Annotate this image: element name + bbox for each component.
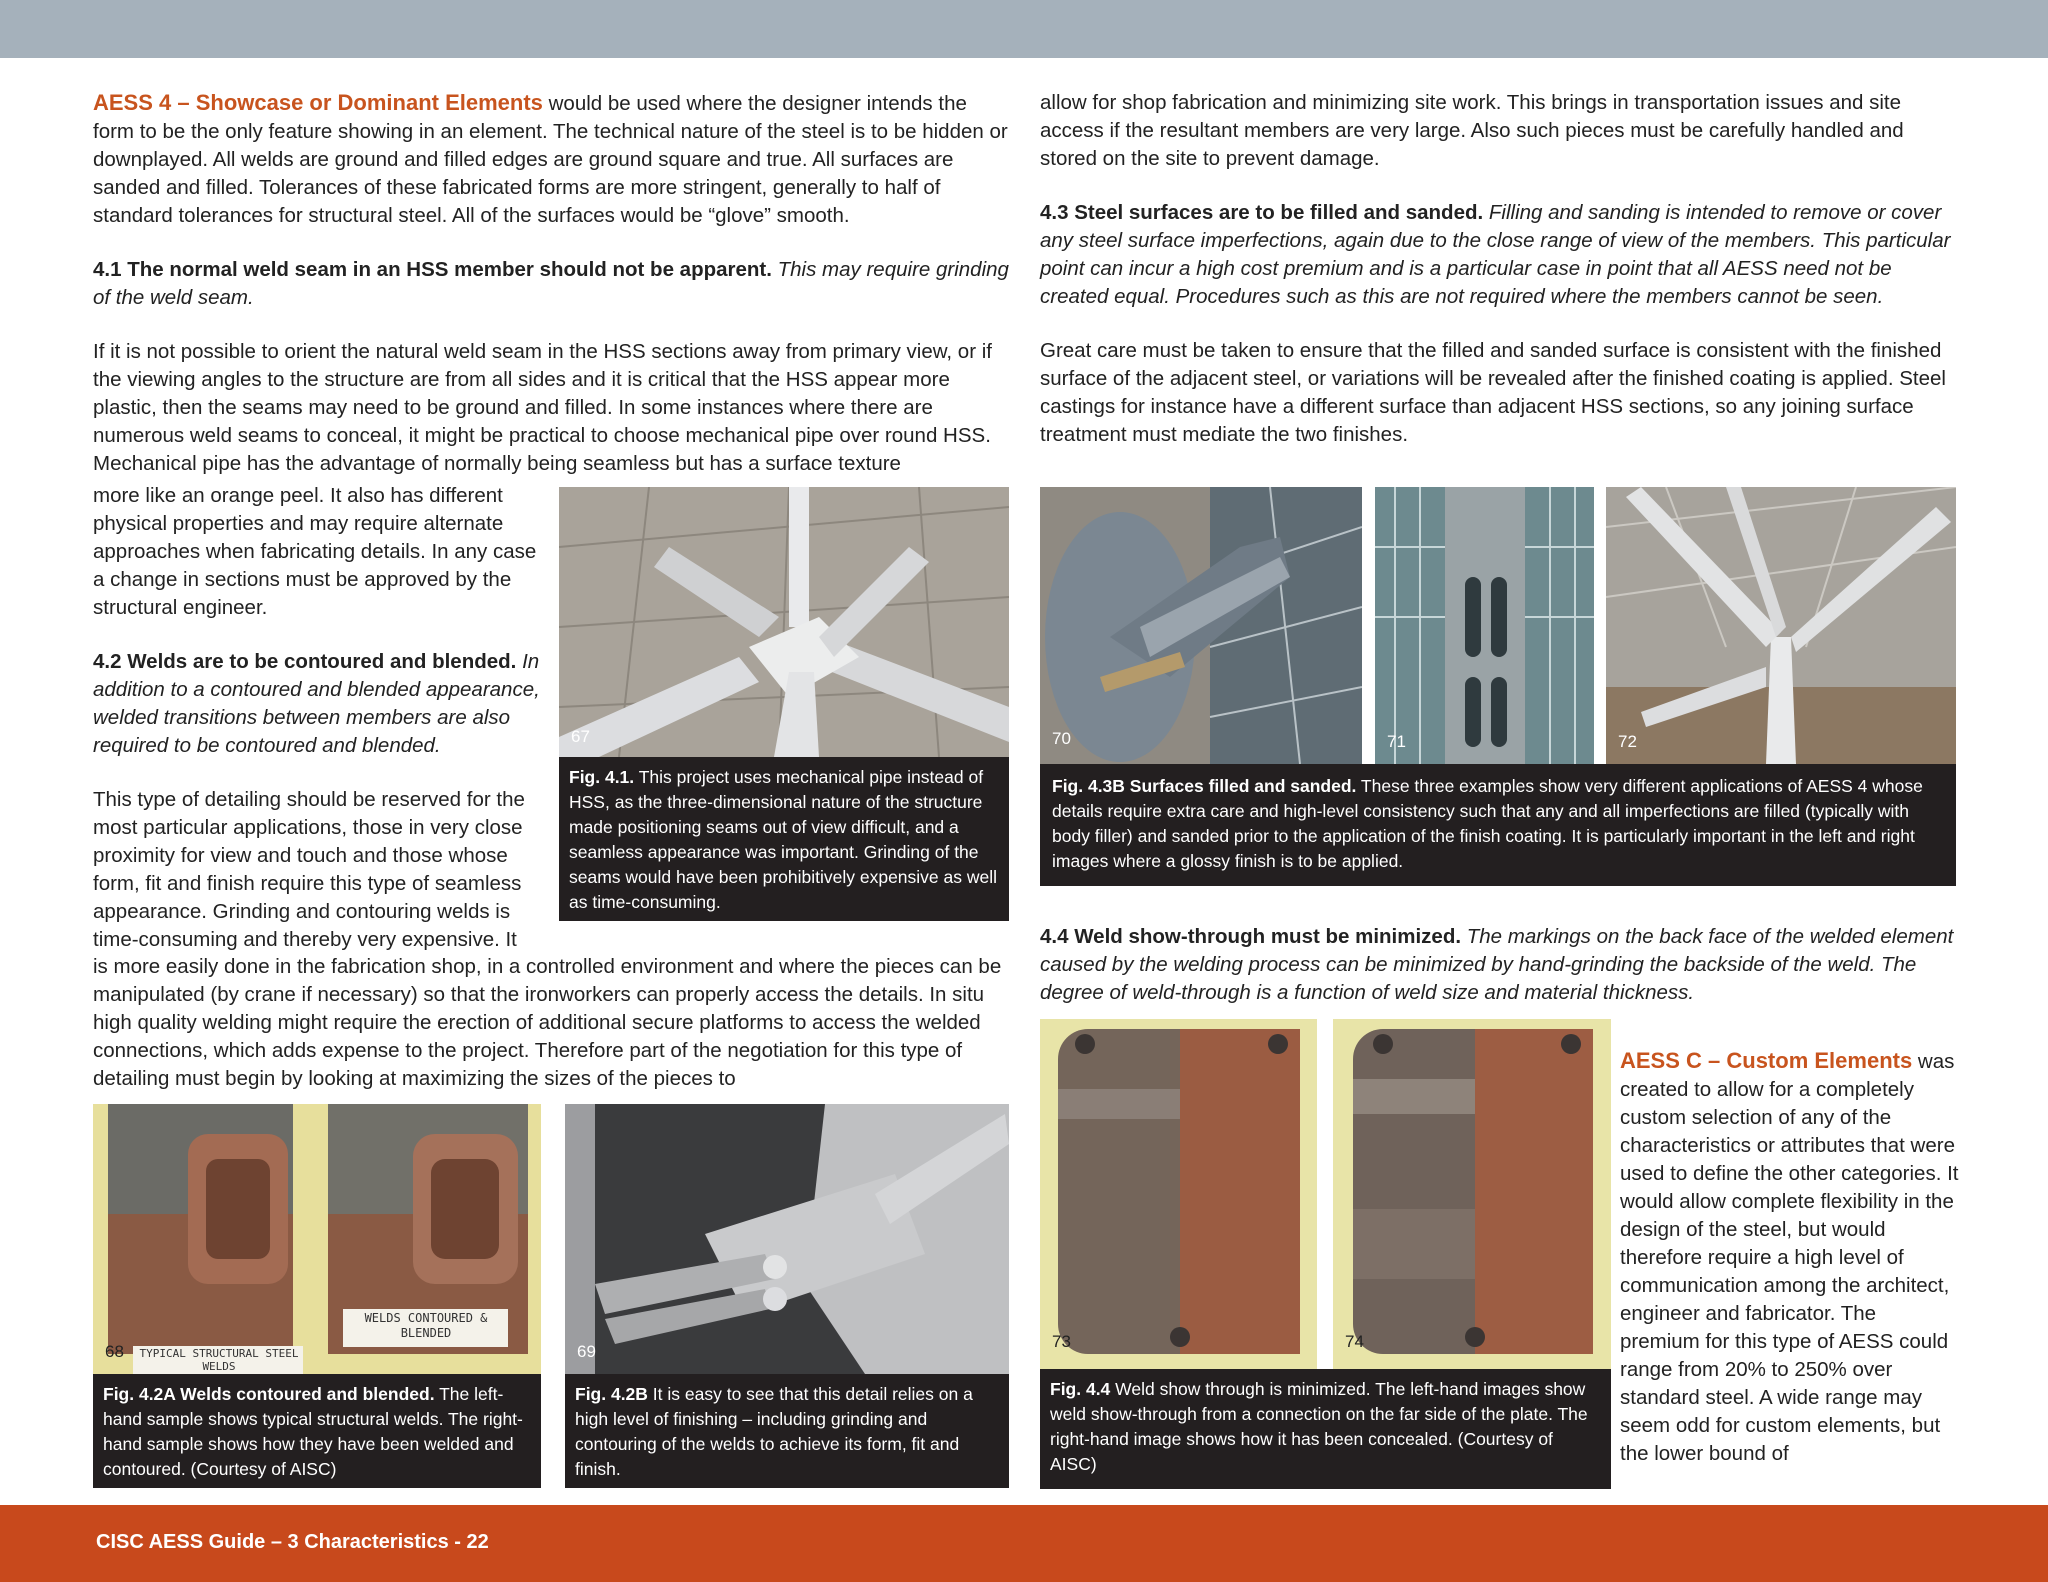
paragraph-great-care: Great care must be taken to ensure that the filled and sanded surface is consistent with the finished surface of the adjacent steel, or variations will be revealed after the finished coating is applied. Steel castings for instance have a different surface than adjacent HSS sections, so any joining surface treatment must mediate the two finishes. [1040,339,1946,446]
photo-fig-73 [1040,1019,1317,1369]
left-column-lower [93,953,1011,1093]
paragraph-detailing: This type of detailing should be reserved for the most particular applications, those in very close proximity for view and touch and those whose form, fit and finish require this type of seamless appearance. Grinding and contouring welds is time-consuming and thereby very expensive. It [93,788,525,951]
photo-fig-71 [1375,487,1594,764]
figure-number-67: 67 [571,727,590,746]
top-band [0,0,2048,58]
aess-c-heading: AESS C – Custom Elements [1620,1048,1913,1073]
paragraph-mechanical-pipe: If it is not possible to orient the natural weld seam in the HSS sections away from primary view, or if the viewing angles to the structure are from all sides and it is critical that the HSS appear more plastic, then the seams may need to be ground and filled. In some instances where there are numerous weld seams to conceal, it might be practical to choose mechanical pipe over round HSS. Mechanical pipe has the advantage of normally being seamless but has a surface texture [93,340,992,475]
intro-paragraph: AESS 4 – Showcase or Dominant Elements would be used where the designer intends the form to be the only feature showing in an element. The technical nature of the steel is to be hidden or downplayed. All welds are ground and filled edges are ground square and true. All surfaces are sanded and filled. Tolerances of these fabricated forms are more stringent, generally to half of standard tolerances for structural steel. All of the surfaces would be “glove” smooth. [93,90,1008,227]
figure-number-72: 72 [1618,732,1637,751]
photo-fig-67 [559,487,1009,757]
caption-fig-4-4: Fig. 4.4 Weld show through is minimized. The left-hand images show weld show-through from a connection on the far side of the plate. The right-hand image shows how it has been concealed. (Courtesy of AISC) [1040,1369,1611,1489]
footer-page-label: CISC AESS Guide – 3 Characteristics - 22 [96,1531,489,1553]
footer-band [0,1505,2048,1582]
sign-typical-structural: TYPICAL STRUCTURAL STEEL WELDS [139,1347,299,1373]
left-column-wrap [93,482,553,954]
right-column-upper [1040,89,1958,449]
caption-fig-4-3b: Fig. 4.3B Surfaces filled and sanded. These three examples show very different applications of AESS 4 whose details require extra care and high-level consistency such that any and all imperfections are filled (typically with body filler) and sanded prior to the application of the finish coating. It is particularly important in the left and right images where a glossy finish is to be applied. [1040,764,1956,886]
section-4-4: 4.4 Weld show-through must be minimized. The markings on the back face of the welded element caused by the welding process can be minimized by hand-grinding the backside of the weld. The degree of weld-through is a function of weld size and material thickness. [1040,925,1954,1004]
aess4-heading: AESS 4 – Showcase or Dominant Elements [93,90,543,115]
photo-fig-68 [93,1104,541,1374]
section-4-1: 4.1 The normal weld seam in an HSS member should not be apparent. This may require grinding of the weld seam. [93,258,1009,309]
section-4-2: 4.2 Welds are to be contoured and blended. In addition to a contoured and blended appearance, welded transitions between members are also required to be contoured and blended. [93,650,540,757]
photo-fig-70 [1040,487,1362,764]
paragraph-fabrication: is more easily done in the fabrication shop, in a controlled environment and where the pieces can be manipulated (by crane if necessary) so that the ironworkers can properly access the details. In situ high quality welding might require the erection of additional secure platforms to access the welded connections, which adds expense to the project. Therefore part of the negotiation for this type of detailing must begin by looking at maximizing the sizes of the pieces to [93,955,1002,1090]
left-column-upper [93,89,1011,478]
paragraph-shop-fabrication: allow for shop fabrication and minimizing site work. This brings in transportation issues and site access if the resultant members are very large. Also such pieces must be carefully handled and stored on the site to prevent damage. [1040,91,1904,170]
figure-number-73: 73 [1052,1332,1071,1351]
figure-number-74: 74 [1345,1332,1364,1351]
aess-c-paragraph: AESS C – Custom Elements was created to allow for a completely custom selection of any of the characteristics or attributes that were used to define the other categories. It would allow complete flexibility in the design of the steel, but would therefore require a high level of communication among the architect, engineer and fabricator. The premium for this type of AESS could range from 20% to 250% over standard steel. A wide range may seem odd for custom elements, but the lower bound of [1620,1048,1959,1465]
paragraph-orange-peel: more like an orange peel. It also has different physical properties and may require alternate approaches when fabricating details. In any case a change in sections must be approved by the structural engineer. [93,484,537,619]
figure-number-69: 69 [577,1342,596,1361]
photo-fig-72 [1606,487,1956,764]
section-4-3: 4.3 Steel surfaces are to be filled and sanded. Filling and sanding is intended to remove or cover any steel surface imperfections, again due to the close range of view of the members. This particular point can incur a high cost premium and is a particular case in point that all AESS need not be created equal. Procedures such as this are not required where the members cannot be seen. [1040,201,1951,308]
figure-number-68: 68 [105,1342,124,1361]
photo-fig-74 [1333,1019,1611,1369]
figure-number-70: 70 [1052,729,1071,748]
caption-fig-4-1: Fig. 4.1. This project uses mechanical pipe instead of HSS, as the three-dimensional nature of the structure made positioning seams out of view difficult, and a seamless appearance was important. Grinding of the seams would have been prohibitively expensive as well as time-consuming. [559,757,1009,921]
photo-fig-69 [565,1104,1009,1374]
caption-fig-4-2b: Fig. 4.2B It is easy to see that this detail relies on a high level of finishing – including grinding and contouring of the welds to achieve its form, fit and finish. [565,1374,1009,1488]
sign-welds-contoured: WELDS CONTOURED & BLENDED [364,1311,488,1340]
figure-number-71: 71 [1387,732,1406,751]
caption-fig-4-2a: Fig. 4.2A Welds contoured and blended. The left-hand sample shows typical structural welds. The right-hand sample shows how they have been welded and contoured. (Courtesy of AISC) [93,1374,541,1488]
